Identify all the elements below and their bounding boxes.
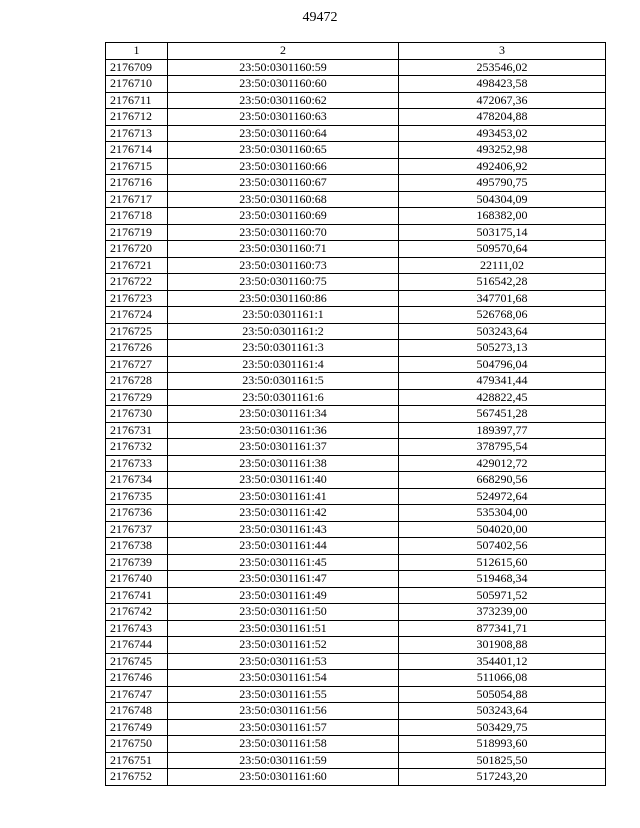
cadastral-value-cell: 524972,64 <box>399 488 606 505</box>
table-row <box>106 587 606 604</box>
table-row <box>106 505 606 522</box>
cadastral-value-cell: 505971,52 <box>399 587 606 604</box>
table-row <box>106 620 606 637</box>
table-row <box>106 290 606 307</box>
cadastral-value-cell: 373239,00 <box>399 604 606 621</box>
cadastral-value-cell: 501825,50 <box>399 752 606 769</box>
row-number-cell: 2176716 <box>106 175 168 192</box>
cadastral-value-cell: 479341,44 <box>399 373 606 390</box>
row-number-cell: 2176743 <box>106 620 168 637</box>
row-number-cell: 2176752 <box>106 769 168 786</box>
cadastral-number-cell: 23:50:0301160:59 <box>168 59 399 76</box>
table-row <box>106 488 606 505</box>
table-row <box>106 472 606 489</box>
cadastral-number-cell: 23:50:0301160:69 <box>168 208 399 225</box>
cadastral-number-cell: 23:50:0301160:60 <box>168 76 399 93</box>
table-row <box>106 719 606 736</box>
cadastral-number-cell: 23:50:0301161:43 <box>168 521 399 538</box>
row-number-cell: 2176728 <box>106 373 168 390</box>
table-row <box>106 538 606 555</box>
cadastral-value-cell: 22111,02 <box>399 257 606 274</box>
table-row <box>106 521 606 538</box>
table-row <box>106 175 606 192</box>
cadastral-number-cell: 23:50:0301161:50 <box>168 604 399 621</box>
table-row <box>106 422 606 439</box>
cadastral-number-cell: 23:50:0301161:52 <box>168 637 399 654</box>
cadastral-value-cell: 503243,64 <box>399 323 606 340</box>
cadastral-number-cell: 23:50:0301161:37 <box>168 439 399 456</box>
table-row <box>106 604 606 621</box>
table-row <box>106 356 606 373</box>
cadastral-value-cell: 504020,00 <box>399 521 606 538</box>
cadastral-value-cell: 493252,98 <box>399 142 606 159</box>
cadastral-value-cell: 472067,36 <box>399 92 606 109</box>
row-number-cell: 2176742 <box>106 604 168 621</box>
cadastral-number-cell: 23:50:0301161:38 <box>168 455 399 472</box>
cadastral-number-cell: 23:50:0301160:63 <box>168 109 399 126</box>
cadastral-number-cell: 23:50:0301161:44 <box>168 538 399 555</box>
cadastral-value-cell: 535304,00 <box>399 505 606 522</box>
row-number-cell: 2176735 <box>106 488 168 505</box>
cadastral-value-cell: 512615,60 <box>399 554 606 571</box>
table-row <box>106 571 606 588</box>
table-row <box>106 224 606 241</box>
cadastral-value-cell: 519468,34 <box>399 571 606 588</box>
table-row <box>106 455 606 472</box>
cadastral-number-cell: 23:50:0301161:1 <box>168 307 399 324</box>
row-number-cell: 2176749 <box>106 719 168 736</box>
row-number-cell: 2176719 <box>106 224 168 241</box>
cadastral-value-cell: 378795,54 <box>399 439 606 456</box>
cadastral-value-cell: 526768,06 <box>399 307 606 324</box>
cadastral-number-cell: 23:50:0301160:73 <box>168 257 399 274</box>
cadastral-value-cell: 509570,64 <box>399 241 606 258</box>
table-header <box>106 43 606 60</box>
cadastral-value-cell: 516542,28 <box>399 274 606 291</box>
cadastral-value-cell: 493453,02 <box>399 125 606 142</box>
row-number-cell: 2176715 <box>106 158 168 175</box>
row-number-cell: 2176717 <box>106 191 168 208</box>
row-number-cell: 2176732 <box>106 439 168 456</box>
table-row <box>106 736 606 753</box>
table-row <box>106 686 606 703</box>
cadastral-number-cell: 23:50:0301161:45 <box>168 554 399 571</box>
row-number-cell: 2176741 <box>106 587 168 604</box>
table-row <box>106 76 606 93</box>
cadastral-value-cell: 498423,58 <box>399 76 606 93</box>
cadastral-number-cell: 23:50:0301160:62 <box>168 92 399 109</box>
table-row <box>106 769 606 786</box>
table-row <box>106 241 606 258</box>
cadastral-number-cell: 23:50:0301160:66 <box>168 158 399 175</box>
cadastral-value-cell: 495790,75 <box>399 175 606 192</box>
cadastral-value-cell: 668290,56 <box>399 472 606 489</box>
table-row <box>106 554 606 571</box>
table-row <box>106 92 606 109</box>
header-row <box>106 43 606 60</box>
cadastral-number-cell: 23:50:0301161:59 <box>168 752 399 769</box>
cadastral-value-cell: 253546,02 <box>399 59 606 76</box>
row-number-cell: 2176751 <box>106 752 168 769</box>
row-number-cell: 2176737 <box>106 521 168 538</box>
cadastral-number-cell: 23:50:0301161:4 <box>168 356 399 373</box>
row-number-cell: 2176736 <box>106 505 168 522</box>
cadastral-value-cell: 567451,28 <box>399 406 606 423</box>
table-row <box>106 340 606 357</box>
cadastral-number-cell: 23:50:0301161:54 <box>168 670 399 687</box>
row-number-cell: 2176750 <box>106 736 168 753</box>
cadastral-value-cell: 504796,04 <box>399 356 606 373</box>
row-number-cell: 2176718 <box>106 208 168 225</box>
cadastral-number-cell: 23:50:0301160:64 <box>168 125 399 142</box>
row-number-cell: 2176746 <box>106 670 168 687</box>
page-number: 49472 <box>302 10 338 25</box>
table-row <box>106 439 606 456</box>
cadastral-number-cell: 23:50:0301161:3 <box>168 340 399 357</box>
cadastral-number-cell: 23:50:0301161:47 <box>168 571 399 588</box>
column-header-2: 2 <box>168 43 399 60</box>
cadastral-number-cell: 23:50:0301160:65 <box>168 142 399 159</box>
table-body <box>106 59 606 785</box>
table-row <box>106 653 606 670</box>
row-number-cell: 2176726 <box>106 340 168 357</box>
cadastral-number-cell: 23:50:0301160:68 <box>168 191 399 208</box>
cadastral-value-cell: 518993,60 <box>399 736 606 753</box>
cadastral-number-cell: 23:50:0301161:58 <box>168 736 399 753</box>
cadastral-value-cell: 492406,92 <box>399 158 606 175</box>
cadastral-number-cell: 23:50:0301161:36 <box>168 422 399 439</box>
cadastral-value-cell: 429012,72 <box>399 455 606 472</box>
table-row <box>106 752 606 769</box>
cadastral-number-cell: 23:50:0301161:34 <box>168 406 399 423</box>
row-number-cell: 2176729 <box>106 389 168 406</box>
row-number-cell: 2176713 <box>106 125 168 142</box>
cadastral-value-cell: 301908,88 <box>399 637 606 654</box>
cadastral-value-table <box>105 42 606 786</box>
cadastral-number-cell: 23:50:0301161:55 <box>168 686 399 703</box>
row-number-cell: 2176739 <box>106 554 168 571</box>
row-number-cell: 2176709 <box>106 59 168 76</box>
row-number-cell: 2176744 <box>106 637 168 654</box>
cadastral-value-cell: 507402,56 <box>399 538 606 555</box>
row-number-cell: 2176747 <box>106 686 168 703</box>
row-number-cell: 2176724 <box>106 307 168 324</box>
cadastral-value-cell: 505054,88 <box>399 686 606 703</box>
cadastral-value-cell: 504304,09 <box>399 191 606 208</box>
row-number-cell: 2176733 <box>106 455 168 472</box>
cadastral-value-cell: 503429,75 <box>399 719 606 736</box>
row-number-cell: 2176730 <box>106 406 168 423</box>
table-row <box>106 307 606 324</box>
table-row <box>106 373 606 390</box>
table-row <box>106 389 606 406</box>
row-number-cell: 2176710 <box>106 76 168 93</box>
table-row <box>106 142 606 159</box>
table-row <box>106 109 606 126</box>
table-row <box>106 274 606 291</box>
cadastral-number-cell: 23:50:0301160:70 <box>168 224 399 241</box>
cadastral-number-cell: 23:50:0301161:6 <box>168 389 399 406</box>
cadastral-number-cell: 23:50:0301161:53 <box>168 653 399 670</box>
row-number-cell: 2176723 <box>106 290 168 307</box>
table-row <box>106 257 606 274</box>
row-number-cell: 2176720 <box>106 241 168 258</box>
table-row <box>106 191 606 208</box>
row-number-cell: 2176722 <box>106 274 168 291</box>
cadastral-value-cell: 168382,00 <box>399 208 606 225</box>
column-header-1: 1 <box>106 43 168 60</box>
table-row <box>106 323 606 340</box>
cadastral-number-cell: 23:50:0301161:57 <box>168 719 399 736</box>
table-row <box>106 406 606 423</box>
cadastral-value-cell: 503243,64 <box>399 703 606 720</box>
cadastral-number-cell: 23:50:0301161:2 <box>168 323 399 340</box>
cadastral-number-cell: 23:50:0301161:56 <box>168 703 399 720</box>
column-header-3: 3 <box>399 43 606 60</box>
cadastral-number-cell: 23:50:0301161:40 <box>168 472 399 489</box>
cadastral-number-cell: 23:50:0301161:60 <box>168 769 399 786</box>
row-number-cell: 2176721 <box>106 257 168 274</box>
cadastral-number-cell: 23:50:0301160:71 <box>168 241 399 258</box>
row-number-cell: 2176740 <box>106 571 168 588</box>
table-row <box>106 637 606 654</box>
row-number-cell: 2176712 <box>106 109 168 126</box>
cadastral-value-cell: 354401,12 <box>399 653 606 670</box>
cadastral-value-cell: 428822,45 <box>399 389 606 406</box>
row-number-cell: 2176738 <box>106 538 168 555</box>
cadastral-number-cell: 23:50:0301160:67 <box>168 175 399 192</box>
cadastral-number-cell: 23:50:0301161:51 <box>168 620 399 637</box>
table-row <box>106 59 606 76</box>
row-number-cell: 2176725 <box>106 323 168 340</box>
cadastral-value-cell: 189397,77 <box>399 422 606 439</box>
cadastral-value-cell: 505273,13 <box>399 340 606 357</box>
cadastral-value-cell: 511066,08 <box>399 670 606 687</box>
table-row <box>106 703 606 720</box>
cadastral-number-cell: 23:50:0301161:42 <box>168 505 399 522</box>
row-number-cell: 2176731 <box>106 422 168 439</box>
cadastral-number-cell: 23:50:0301161:41 <box>168 488 399 505</box>
cadastral-value-cell: 877341,71 <box>399 620 606 637</box>
table-row <box>106 670 606 687</box>
row-number-cell: 2176745 <box>106 653 168 670</box>
row-number-cell: 2176748 <box>106 703 168 720</box>
row-number-cell: 2176727 <box>106 356 168 373</box>
cadastral-value-cell: 478204,88 <box>399 109 606 126</box>
cadastral-value-cell: 517243,20 <box>399 769 606 786</box>
table-row <box>106 158 606 175</box>
row-number-cell: 2176714 <box>106 142 168 159</box>
cadastral-number-cell: 23:50:0301161:5 <box>168 373 399 390</box>
cadastral-number-cell: 23:50:0301160:86 <box>168 290 399 307</box>
cadastral-number-cell: 23:50:0301161:49 <box>168 587 399 604</box>
row-number-cell: 2176734 <box>106 472 168 489</box>
table-row <box>106 208 606 225</box>
cadastral-value-cell: 503175,14 <box>399 224 606 241</box>
row-number-cell: 2176711 <box>106 92 168 109</box>
table-row <box>106 125 606 142</box>
cadastral-value-cell: 347701,68 <box>399 290 606 307</box>
cadastral-number-cell: 23:50:0301160:75 <box>168 274 399 291</box>
